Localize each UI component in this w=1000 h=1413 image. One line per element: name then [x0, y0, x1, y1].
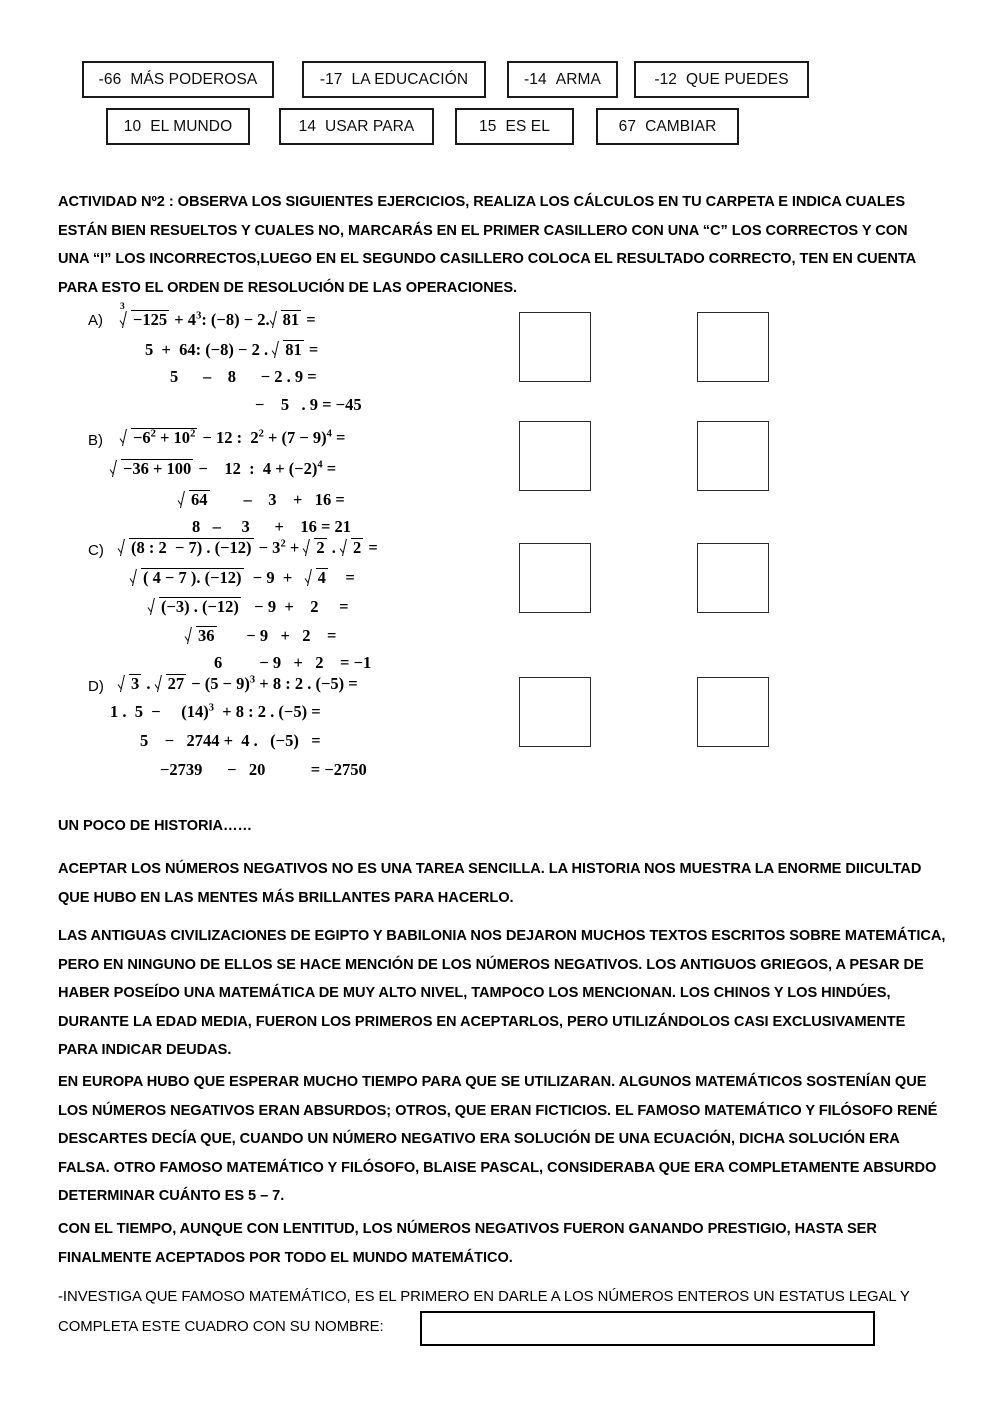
expr-part: − 12 : 2	[198, 428, 259, 447]
expr-part: −6	[133, 428, 151, 447]
expr-part: +	[285, 538, 304, 557]
exponent: 2	[190, 428, 196, 440]
exponent: 2	[258, 428, 264, 440]
chip-number: 14	[298, 117, 317, 135]
expr-part: =	[322, 459, 337, 478]
exponent: 4	[326, 428, 332, 440]
expr-part: .	[142, 674, 155, 693]
word-chip[interactable]	[279, 108, 434, 145]
radicand: 81	[282, 310, 300, 329]
chip-word: QUE PUEDES	[686, 70, 789, 88]
word-chip-row-top	[82, 61, 809, 98]
word-chip[interactable]	[634, 61, 809, 98]
answer-box-a-result[interactable]	[697, 312, 769, 382]
radicand: (−3) . (−12)	[161, 597, 239, 616]
chip-word: ARMA	[555, 70, 601, 88]
word-chip[interactable]	[106, 108, 250, 145]
word-chip[interactable]	[507, 61, 618, 98]
answer-box-c-mark[interactable]	[519, 543, 591, 613]
activity-instructions: ACTIVIDAD Nº2 : OBSERVA LOS SIGUIENTES EJERCICIOS, REALIZA LOS CÁLCULOS EN TU CARPETA E INDICA CUALES ESTÁN BIEN RESUELTOS Y CUALES NO, MARCARÁS EN EL PRIMER CASILLERO CON UNA “C” LOS CORRECTOS Y CON UNA “I” LOS INCORRECTOS,LUEGO EN EL SEGUNDO CASILLERO COLOCA EL RESULTADO CORRECTO, TEN EN CUENTA PARA ESTO EL ORDEN DE RESOLUCIÓN DE LAS OPERACIONES.	[58, 194, 916, 296]
radicand: 81	[285, 340, 302, 359]
history-paragraph-4: CON EL TIEMPO, AUNQUE CON LENTITUD, LOS NÚMEROS NEGATIVOS FUERON GANANDO PRESTIGIO, HASTA SER FINALMENTE ACEPTADOS POR TODO EL MUNDO MATEMÁTICO.	[58, 1221, 877, 1266]
exponent: 4	[317, 459, 323, 471]
word-chip[interactable]	[82, 61, 274, 98]
exercise-c-line-5: 6 − 9 + 2 = −1	[214, 653, 372, 672]
investiga-prompt: -INVESTIGA QUE FAMOSO MATEMÁTICO, ES EL PRIMERO EN DARLE A LOS NÚMEROS ENTEROS UN ESTATUS LEGAL Y COMPLETA ESTE CUADRO CON SU NOMBRE:	[58, 1289, 910, 1335]
radicand	[131, 428, 197, 447]
history-heading: UN POCO DE HISTORIA……	[58, 818, 253, 834]
expr-part: + 10	[155, 428, 191, 447]
exponent: 3	[249, 674, 256, 686]
radical-index: 3	[120, 302, 125, 312]
exponent: 3	[208, 702, 215, 714]
word-chip[interactable]	[596, 108, 739, 145]
chip-number: -17	[319, 70, 343, 88]
expr-part: =	[328, 568, 355, 587]
word-chip[interactable]	[455, 108, 574, 145]
expr-part: =	[302, 310, 316, 329]
radicand: −125	[133, 310, 168, 329]
expr-part: + 4	[170, 310, 197, 329]
mathematician-name-field[interactable]	[420, 1311, 875, 1346]
exercise-b-line-4: 8 – 3 + 16 = 21	[192, 517, 352, 536]
expr-part: 1 . 5 − (14)	[110, 702, 209, 721]
exercise-b-line-1	[120, 428, 345, 447]
exercise-c-line-3	[148, 597, 349, 616]
chip-word: CAMBIAR	[645, 117, 717, 135]
expr-part: − 12 : 4 + (−2)	[194, 459, 318, 478]
exponent: 2	[150, 428, 156, 440]
answer-box-c-result[interactable]	[697, 543, 769, 613]
radicand: 36	[198, 626, 215, 645]
exercise-d-line-1	[118, 674, 358, 693]
expr-part: − 9 +	[244, 568, 305, 587]
exercise-c-line-1	[118, 538, 378, 557]
expr-part: + 8 : 2 . (−5) =	[255, 674, 358, 693]
answer-box-b-result[interactable]	[697, 421, 769, 491]
exercise-c-line-2	[130, 568, 355, 587]
expr-part: + 8 : 2 . (−5) =	[214, 702, 321, 721]
chip-number: 67	[618, 117, 637, 135]
chip-number: -14	[524, 70, 547, 88]
history-paragraph-1: ACEPTAR LOS NÚMEROS NEGATIVOS NO ES UNA TAREA SENCILLA. LA HISTORIA NOS MUESTRA LA ENORME DIICULTAD QUE HUBO EN LAS MENTES MÁS BRILLANTES PARA HACERLO.	[58, 861, 922, 906]
answer-box-d-mark[interactable]	[519, 677, 591, 747]
expr-part: : (−8) − 2.	[201, 310, 270, 329]
expr-part: =	[331, 428, 346, 447]
answer-box-d-result[interactable]	[697, 677, 769, 747]
chip-number: 10	[123, 117, 142, 135]
chip-word: LA EDUCACIÓN	[351, 70, 469, 88]
exercise-a-line-1	[120, 302, 316, 329]
radicand: −36 + 100	[123, 459, 192, 478]
expr-part: 5 + 64: (−8) − 2 .	[145, 340, 273, 359]
expr-part: – 3 + 16 =	[210, 490, 345, 509]
radicand: 4	[317, 568, 326, 587]
chip-word: EL MUNDO	[150, 117, 233, 135]
word-chip[interactable]	[302, 61, 486, 98]
chip-number: -12	[654, 70, 678, 88]
history-paragraph-2: LAS ANTIGUAS CIVILIZACIONES DE EGIPTO Y BABILONIA NOS DEJARON MUCHOS TEXTOS ESCRITOS SOBRE MATEMÁTICA, PERO EN NINGUNO DE ELLOS SE HACE MENCIÓN DE LOS NÚMEROS NEGATIVOS. LOS ANTIGUOS GRIEGOS, A PESAR DE HABER POSEÍDO UNA MATEMÁTICA DE MUY ALTO NIVEL, TAMPOCO LOS MENCIONAN. LOS CHINOS Y LOS HINDÚES, DURANTE LA EDAD MEDIA, FUERON LOS PRIMEROS EN ACEPTARLOS, PERO UTILIZÁNDOLOS CASI EXCLUSIVAMENTE PARA INDICAR DEUDAS.	[58, 928, 946, 1058]
chip-word: MÁS PODEROSA	[130, 70, 258, 88]
radicand: 3	[131, 674, 140, 693]
chip-number: -66	[98, 70, 122, 88]
word-chip-row-bottom	[106, 108, 739, 145]
exercise-label-b: B)	[88, 432, 103, 449]
expr-part: − (5 − 9)	[187, 674, 250, 693]
chip-number: 15	[479, 117, 497, 135]
radicand: (8 : 2 − 7) . (−12)	[131, 538, 252, 557]
exercise-a-line-3: 5 – 8 − 2 . 9 =	[170, 367, 317, 386]
chip-word: USAR PARA	[325, 117, 415, 135]
exercise-b-line-2	[110, 459, 336, 478]
radicand: ( 4 − 7 ). (−12)	[143, 568, 242, 587]
expr-part: =	[364, 538, 378, 557]
radicand: 2	[352, 538, 362, 557]
exercise-b-line-3	[178, 490, 345, 509]
answer-box-b-mark[interactable]	[519, 421, 591, 491]
chip-word: ES EL	[505, 117, 550, 135]
exercise-d-line-3: 5 − 2744 + 4 . (−5) =	[140, 731, 321, 750]
exercise-label-c: C)	[88, 542, 104, 559]
history-paragraph-3: EN EUROPA HUBO QUE ESPERAR MUCHO TIEMPO PARA QUE SE UTILIZARAN. ALGUNOS MATEMÁTICOS SOSTENÍAN QUE LOS NÚMEROS NEGATIVOS ERAN ABSURDOS; OTROS, QUE ERAN FICTICIOS. EL FAMOSO MATEMÁTICO Y FILÓSOFO RENÉ DESCARTES DECÍA QUE, CUANDO UN NÚMERO NEGATIVO ERA SOLUCIÓN DE UNA ECUACIÓN, DICHA SOLUCIÓN ERA FALSA. OTRO FAMOSO MATEMÁTICO Y FILÓSOFO, BLAISE PASCAL, CONSIDERABA QUE ERA COMPLETAMENTE ABSURDO DETERMINAR CUÁNTO ES 5 – 7.	[58, 1074, 938, 1204]
radicand: 2	[316, 538, 325, 557]
exercise-d-line-4: −2739 − 20 = −2750	[160, 760, 367, 779]
expr-part: .	[327, 538, 340, 557]
exercise-label-d: D)	[88, 678, 104, 695]
expr-part: − 3	[254, 538, 281, 557]
exercise-d-line-2	[110, 704, 321, 721]
expr-part: − 9 + 2 =	[241, 597, 349, 616]
expr-part: + (7 − 9)	[263, 428, 327, 447]
exercise-a-line-2	[145, 340, 318, 359]
exponent: 2	[280, 538, 286, 550]
exponent: 3	[196, 310, 202, 322]
exercise-a-line-4: − 5 . 9 = −45	[255, 395, 362, 414]
exercise-label-a: A)	[88, 312, 103, 329]
exercise-c-line-4	[185, 626, 336, 645]
radicand: 64	[191, 490, 208, 509]
expr-part: − 9 + 2 =	[217, 626, 337, 645]
expr-part: =	[304, 340, 319, 359]
radicand: 27	[167, 674, 185, 693]
answer-box-a-mark[interactable]	[519, 312, 591, 382]
